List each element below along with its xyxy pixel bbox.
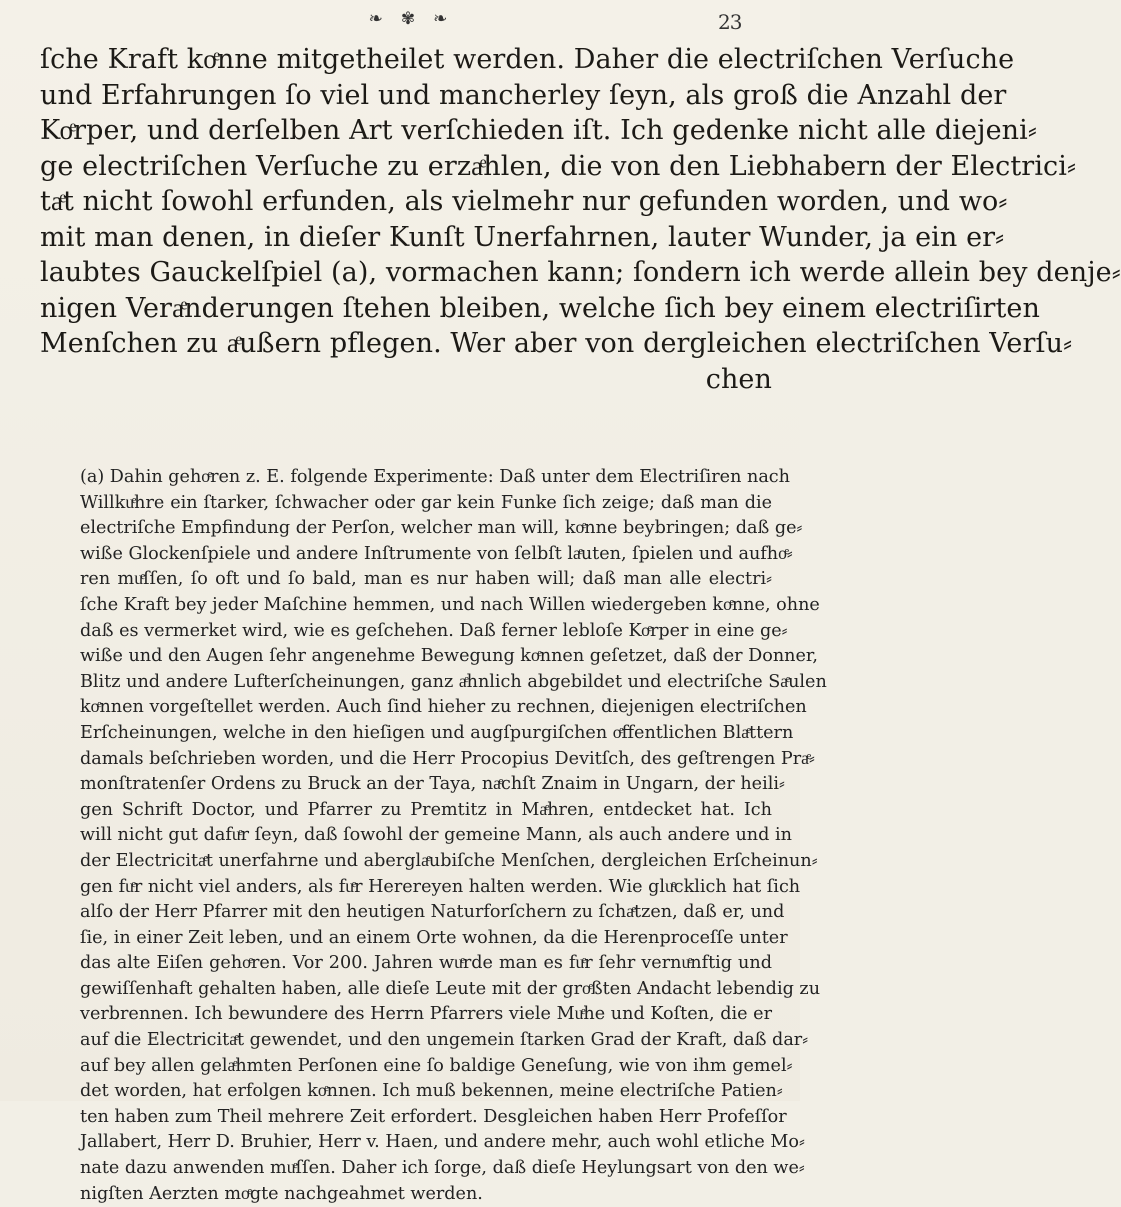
footnote-line: der Electricitaͤt unerfahrne und aberglaͤubiſche Menſchen, dergleichen Erſcheinun⸗	[80, 850, 818, 871]
footnote-line: will nicht gut dafuͤr ſeyn, daß ſowohl der gemeine Mann, als auch andere und in	[80, 825, 792, 846]
footnote-line: wiße und den Augen ſehr angenehme Bewegung koͤnnen geſetzet, daß der Donner,	[80, 646, 818, 667]
footnote-line: Erſcheinungen, welche in den hieſigen und augſpurgiſchen oͤffentlichen Blaͤttern	[80, 722, 794, 743]
footnote-line: gewiſſenhaft gehalten haben, alle dieſe Leute mit der groͤßten Andacht lebendig zu	[80, 978, 821, 999]
ornament-left-icon: ❧	[368, 8, 383, 29]
ornament-center-icon: ✾	[400, 8, 416, 29]
footnote-line: ſie, in einer Zeit leben, und an einem Orte wohnen, da die Herenproceſſe unter	[80, 927, 788, 948]
body-line: und Erfahrungen ſo viel und mancherley ſeyn, als groß die Anzahl der	[40, 79, 1007, 111]
body-line: ſche Kraft koͤnne mitgetheilet werden. Daher die electriſchen Verſuche	[40, 44, 1015, 75]
body-line: nigen Veraͤnderungen ſtehen bleiben, welche ſich bey einem electriſirten	[40, 292, 1040, 324]
footnote-line: verbrennen. Ich bewundere des Herrn Pfarrers viele Muͤhe und Koſten, die er	[80, 1004, 772, 1025]
body-line: Menſchen zu aͤußern pflegen. Wer aber von dergleichen electriſchen Verſu⸗	[40, 328, 1073, 359]
body-line: mit man denen, in dieſer Kunſt Unerfahrnen, lauter Wunder, ja ein er⸗	[40, 221, 1005, 253]
body-line: ge electriſchen Verſuche zu erzaͤhlen, die von den Liebhabern der Electrici⸗	[40, 150, 1077, 182]
footnote-line: ten haben zum Theil mehrere Zeit erfordert. Desgleichen haben Herr Profeſſor	[80, 1106, 787, 1127]
footnote-line: das alte Eiſen gehoͤren. Vor 200. Jahren wuͤrde man es fuͤr ſehr vernuͤnftig und	[80, 953, 772, 974]
body-line: laubtes Gauckelſpiel (a), vormachen kann; ſondern ich werde allein bey denje⸗	[40, 257, 1121, 288]
footnote-line: det worden, hat erfolgen koͤnnen. Ich muß bekennen, meine electriſche Patien⸗	[80, 1081, 783, 1102]
footnote-line: daß es vermerket wird, wie es geſchehen. Daß ferner lebloſe Koͤrper in eine ge⸗	[80, 620, 788, 641]
main-body-text	[40, 42, 1121, 397]
footnote-a	[40, 465, 827, 1207]
footnote-line: gen Schrift Doctor, und Pfarrer zu Premtitz in Maͤhren, entdecket hat. Ich	[80, 799, 772, 820]
body-line-catchword: chen	[705, 363, 772, 395]
footnote-line: electriſche Empfindung der Perſon, welcher man will, koͤnne beybringen; daß ge⸗	[80, 518, 803, 539]
page-number: 23	[718, 10, 742, 34]
ornament-right-icon: ❧	[433, 8, 448, 29]
footnote-line: auf bey allen gelaͤhmten Perſonen eine ſo baldige Geneſung, wie von ihm gemel⸗	[80, 1055, 793, 1076]
footnote-line: monſtratenſer Ordens zu Bruck an der Taya, naͤchſt Znaim in Ungarn, der heili⸗	[80, 774, 785, 795]
footnote-line: ſche Kraft bey jeder Maſchine hemmen, und nach Willen wiedergeben koͤnne, ohne	[80, 594, 820, 615]
header-ornament	[318, 6, 498, 32]
body-line: Koͤrper, und derſelben Art verſchieden iſt. Ich gedenke nicht alle diejeni⸗	[40, 115, 1037, 146]
footnote-line: Jallabert, Herr D. Bruhier, Herr v. Haen, und andere mehr, auch wohl etliche Mo⸗	[80, 1132, 805, 1153]
footnote-line: Willkuͤhre ein ſtarker, ſchwacher oder gar kein Funke ſich zeige; daß man die	[80, 492, 772, 513]
footnote-line: auf die Electricitaͤt gewendet, und den ungemein ſtarken Grad der Kraft, daß dar⸗	[80, 1030, 809, 1051]
footnote-line: ren muͤſſen, ſo oft und ſo bald, man es nur haben will; daß man alle electri⸗	[80, 569, 772, 590]
footnote-line: gen fuͤr nicht viel anders, als fuͤr Herereyen halten werden. Wie gluͤcklich hat ſich	[80, 876, 801, 897]
footnote-line: (a) Dahin gehoͤren z. E. folgende Experimente: Daß unter dem Electriſiren nach	[80, 467, 790, 487]
footnote-line: wiße Glockenſpiele und andere Inſtrumente von ſelbſt laͤuten, ſpielen und aufhoͤ⸗	[80, 543, 793, 564]
footnote-line: koͤnnen vorgeſtellet werden. Auch ſind hieher zu rechnen, diejenigen electriſchen	[80, 697, 807, 718]
footnote-line: nigſten Aerzten moͤgte nachgeahmet werden.	[80, 1183, 483, 1204]
footnote-line: nate dazu anwenden muͤſſen. Daher ich ſorge, daß dieſe Heylungsart von den we⸗	[80, 1158, 805, 1179]
footnote-line: alſo der Herr Pfarrer mit den heutigen Naturforſchern zu ſchaͤtzen, daß er, und	[80, 902, 785, 923]
footnote-line: Blitz und andere Lufterſcheinungen, ganz aͤhnlich abgebildet und electriſche Saͤulen	[80, 671, 827, 692]
body-line: taͤt nicht ſowohl erfunden, als vielmehr nur gefunden worden, und wo⸗	[40, 186, 1008, 217]
footnote-line: damals beſchrieben worden, und die Herr Procopius Devitſch, des geſtrengen Praͤ⸗	[80, 748, 815, 769]
